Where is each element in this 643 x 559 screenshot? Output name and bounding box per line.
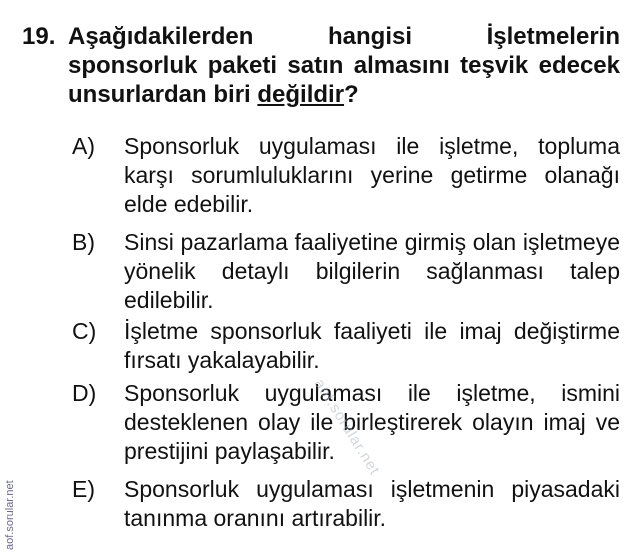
option-b-letter: B)	[72, 229, 95, 255]
option-c[interactable]	[72, 317, 620, 379]
question-number: 19.	[22, 23, 56, 50]
option-e-letter: E)	[72, 476, 95, 502]
option-a-text: Sponsorluk uygulaması ile işletme, topluma karşı sorumluluklarını yerine getirme olanağı elde edebilir.	[124, 133, 620, 217]
option-a-letter: A)	[72, 133, 95, 159]
question-stem-end: ?	[344, 81, 359, 108]
option-b[interactable]	[72, 228, 620, 317]
option-c-letter: C)	[72, 318, 97, 344]
answer-options	[72, 132, 620, 535]
option-c-text: İşletme sponsorluk faaliyeti ile imaj değiştirme fırsatı yakalayabilir.	[124, 318, 620, 373]
option-d-letter: D)	[72, 380, 97, 406]
option-a[interactable]	[72, 132, 620, 228]
question-stem-emphasis: değildir	[257, 81, 345, 108]
side-watermark-text: aof.sorular.net	[4, 480, 16, 550]
option-b-text: Sinsi pazarlama faaliyetine girmiş olan işletmeye yönelik detaylı bilgilerin sağlanması talep edilebilir.	[124, 229, 620, 313]
diagonal-watermark: aof.sorular.net	[310, 376, 384, 479]
option-d-text: Sponsorluk uygulaması ile işletme, ismini desteklenen olay ile birleştirerek olayın imaj ve prestijini paylaşabilir.	[124, 380, 620, 464]
question-stem	[68, 22, 620, 109]
question-stem-text: Aşağıdakilerden hangisi İşletmelerin sponsorluk paketi satın almasını teşvik edecek unsurlardan biri	[68, 23, 620, 108]
side-watermark	[2, 452, 16, 552]
option-e-text: Sponsorluk uygulaması işletmenin piyasadaki tanınma oranını artırabilir.	[124, 476, 620, 531]
option-e[interactable]	[72, 475, 620, 535]
